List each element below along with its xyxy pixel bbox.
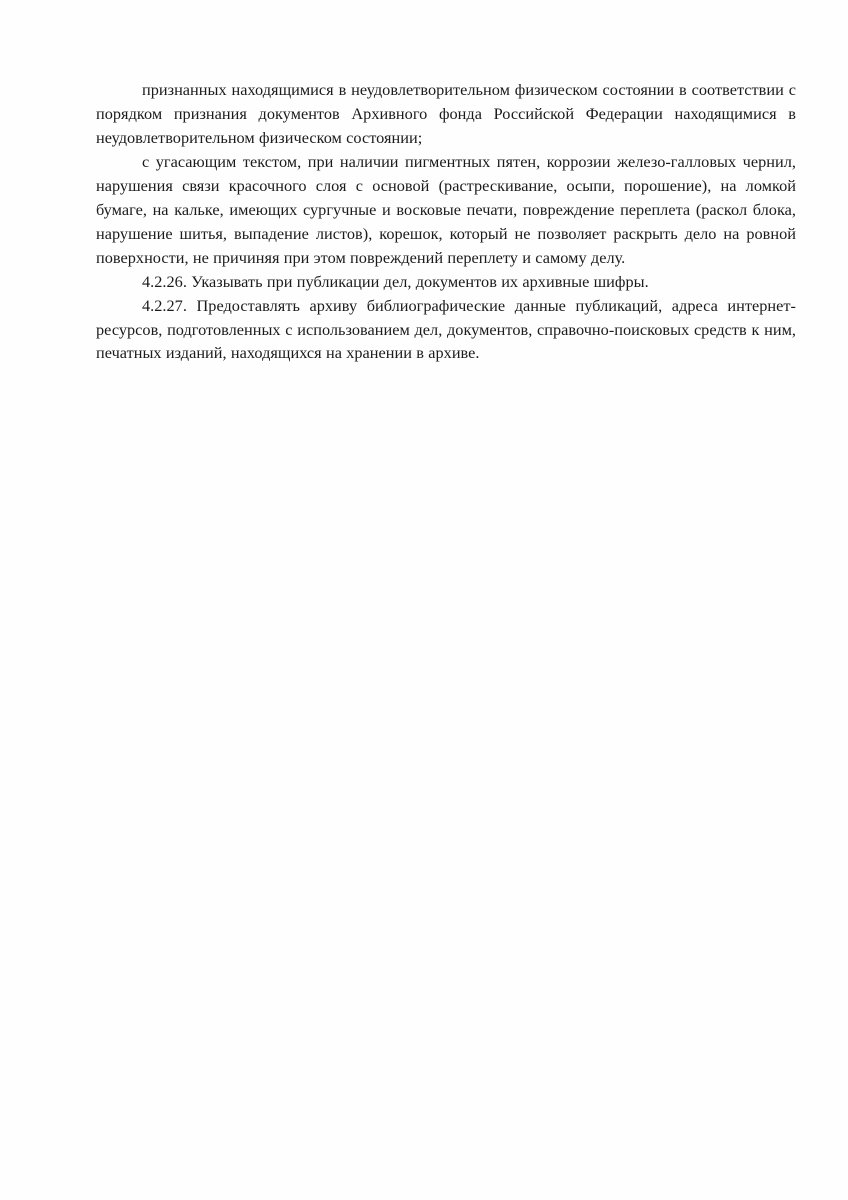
paragraph: с угасающим текстом, при наличии пигментных пятен, коррозии железо-галловых чернил, нарушения связи красочного слоя с основой (растрескивание, осыпи, порошение), на ломкой бумаге, на кальке, имеющих сургучные и восковые печати, повреждение переплета (раскол блока, нарушение шитья, выпадение листов), корешок, который не позволяет раскрыть дело на ровной поверхности, не причиняя при этом повреждений переплету и самому делу. [96,151,796,267]
paragraph: признанных находящимися в неудовлетворительном физическом состоянии в соответствии с порядком признания документов Архивного фонда Российской Федерации находящимися в неудовлетворительном физическом состоянии; [96,80,796,147]
document-body [96,78,796,365]
paragraph-clause-4-2-26: 4.2.26. Указывать при публикации дел, документов их архивные шифры. [142,271,649,291]
paragraph-clause-4-2-27: 4.2.27. Предоставлять архиву библиографические данные публикаций, адреса интернет-ресурсов, подготовленных с использованием дел, документов, справочно-поисковых средств к ним, печатных изданий, находящихся на хранении в архиве. [96,295,796,363]
